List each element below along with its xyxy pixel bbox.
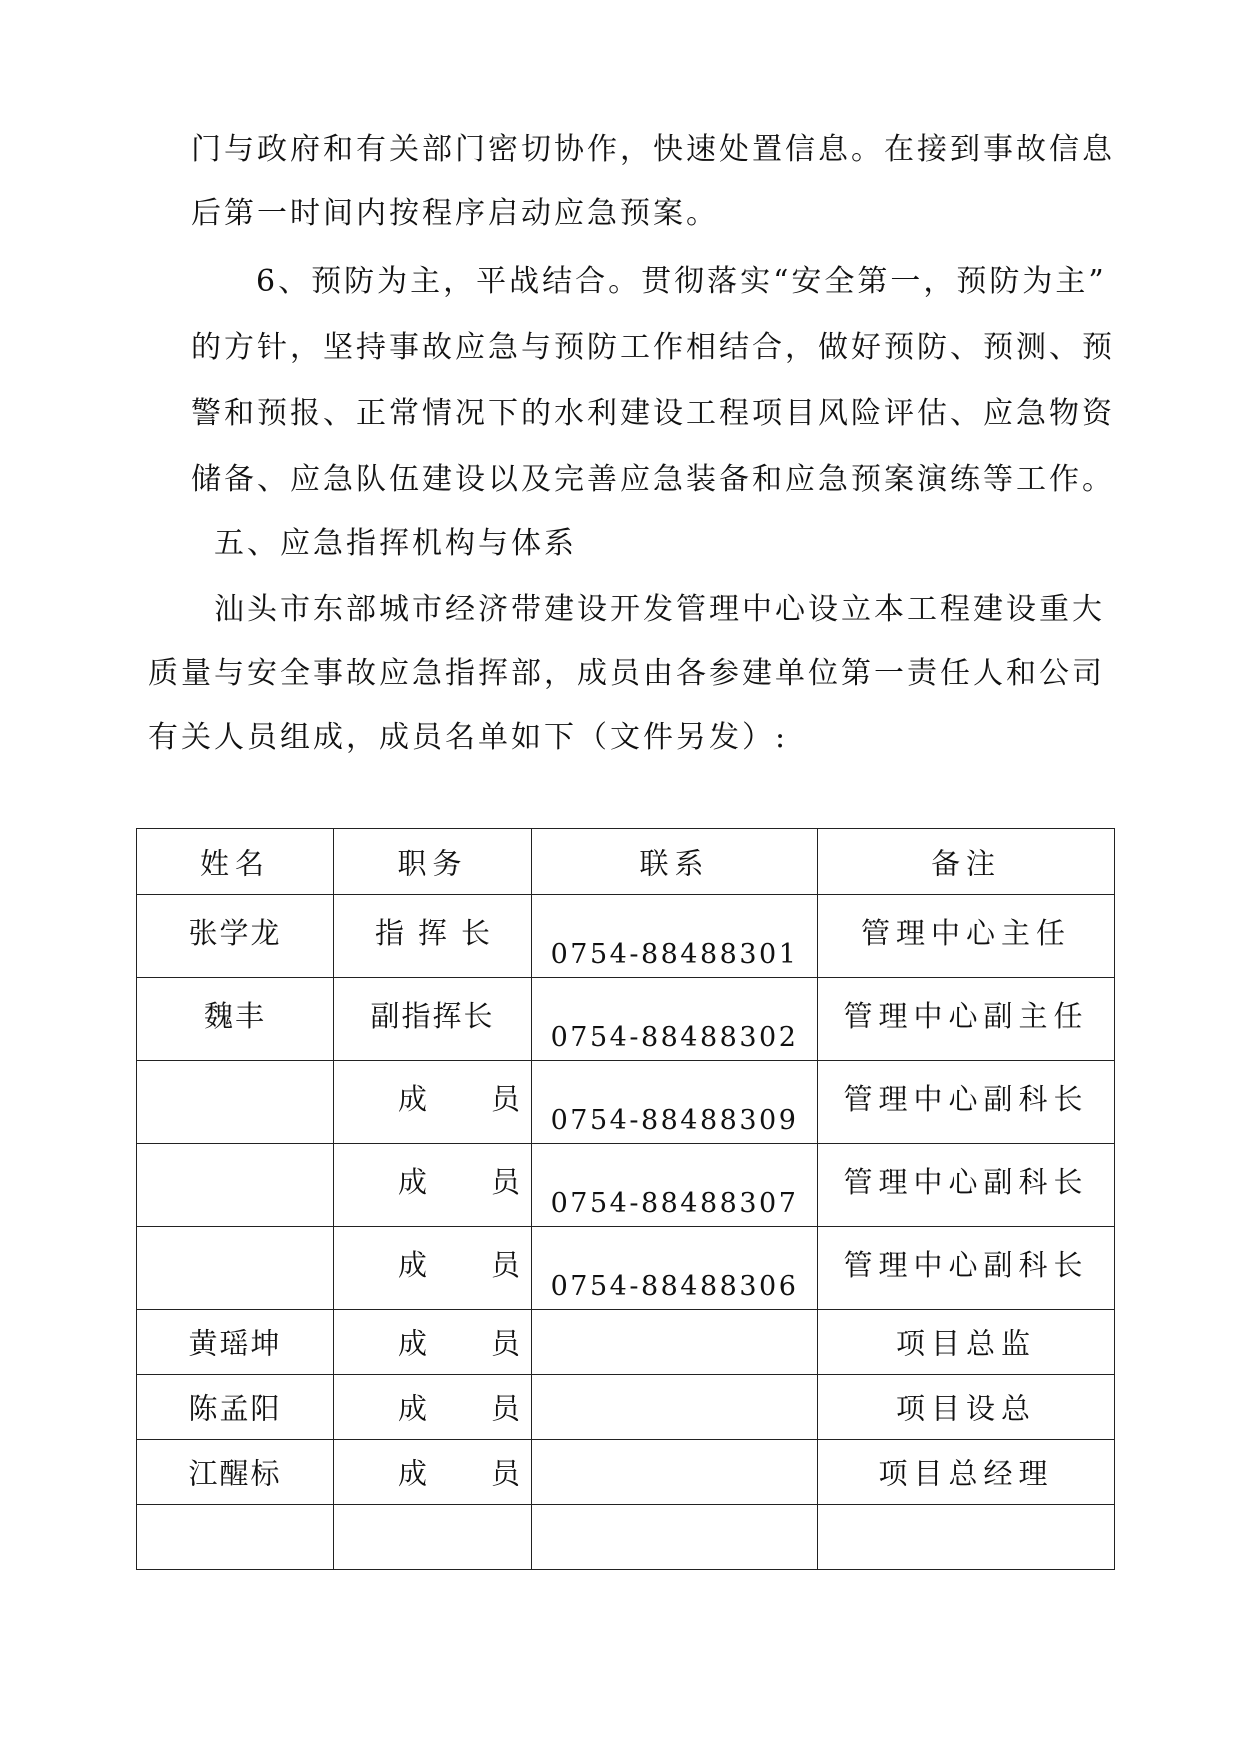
cell-name: 张学龙: [137, 895, 334, 978]
cell-role: 成员: [334, 1144, 532, 1227]
section-heading: 五、应急指挥机构与体系: [214, 526, 577, 561]
header-name: 姓名: [137, 829, 334, 895]
cell-name: [137, 1505, 334, 1570]
cell-note: 管理中心副科长: [818, 1061, 1115, 1144]
cell-name: 江醒标: [137, 1440, 334, 1505]
paragraph-line: 汕头市东部城市经济带建设开发管理中心设立本工程建设重大: [214, 592, 1105, 627]
paragraph-line: 门与政府和有关部门密切协作，快速处置信息。在接到事故信息: [191, 132, 1115, 167]
paragraph-line: 质量与安全事故应急指挥部，成员由各参建单位第一责任人和公司: [148, 656, 1105, 691]
cell-phone: [532, 1505, 818, 1570]
cell-note: 管理中心副科长: [818, 1144, 1115, 1227]
cell-phone: 0754-88488309: [532, 1061, 818, 1144]
cell-phone: 0754-88488302: [532, 978, 818, 1061]
cell-role: 成员: [334, 1375, 532, 1440]
paragraph-line: 后第一时间内按程序启动应急预案。: [191, 196, 719, 231]
member-table: [136, 828, 1115, 1570]
cell-phone: 0754-88488306: [532, 1227, 818, 1310]
cell-role: [334, 1505, 532, 1570]
paragraph-line: 有关人员组成，成员名单如下（文件另发）:: [148, 720, 789, 755]
cell-note: 管理中心副主任: [818, 978, 1115, 1061]
cell-name: 陈孟阳: [137, 1375, 334, 1440]
cell-role: 成员: [334, 1227, 532, 1310]
cell-phone: 0754-88488301: [532, 895, 818, 978]
header-contact: 联系: [532, 829, 818, 895]
cell-name: [137, 1144, 334, 1227]
header-note: 备注: [818, 829, 1115, 895]
paragraph-line: 警和预报、正常情况下的水利建设工程项目风险评估、应急物资: [191, 396, 1115, 431]
cell-role: 成员: [334, 1061, 532, 1144]
cell-name: 魏丰: [137, 978, 334, 1061]
table-row: [137, 1375, 1115, 1440]
cell-note: [818, 1505, 1115, 1570]
cell-phone: [532, 1375, 818, 1440]
table-row: [137, 978, 1115, 1061]
table-row: [137, 1505, 1115, 1570]
paragraph-line: 6、预防为主，平战结合。贯彻落实“安全第一，预防为主”: [256, 264, 1107, 299]
table-header-row: [137, 829, 1115, 895]
cell-role: 指挥长: [334, 895, 532, 978]
cell-phone: 0754-88488307: [532, 1144, 818, 1227]
header-role: 职务: [334, 829, 532, 895]
cell-note: 项目总监: [818, 1310, 1115, 1375]
table-row: [137, 1227, 1115, 1310]
paragraph-line: 的方针，坚持事故应急与预防工作相结合，做好预防、预测、预: [191, 330, 1115, 365]
cell-note: 项目设总: [818, 1375, 1115, 1440]
cell-note: 项目总经理: [818, 1440, 1115, 1505]
cell-note: 管理中心副科长: [818, 1227, 1115, 1310]
cell-phone: [532, 1310, 818, 1375]
paragraph-line: 储备、应急队伍建设以及完善应急装备和应急预案演练等工作。: [191, 462, 1115, 497]
cell-note: 管理中心主任: [818, 895, 1115, 978]
cell-role: 副指挥长: [334, 978, 532, 1061]
cell-phone: [532, 1440, 818, 1505]
cell-name: [137, 1227, 334, 1310]
cell-role: 成员: [334, 1440, 532, 1505]
table-row: [137, 1144, 1115, 1227]
table-row: [137, 1061, 1115, 1144]
cell-name: [137, 1061, 334, 1144]
cell-name: 黄瑶坤: [137, 1310, 334, 1375]
table-row: [137, 895, 1115, 978]
table-row: [137, 1440, 1115, 1505]
cell-role: 成员: [334, 1310, 532, 1375]
table-row: [137, 1310, 1115, 1375]
